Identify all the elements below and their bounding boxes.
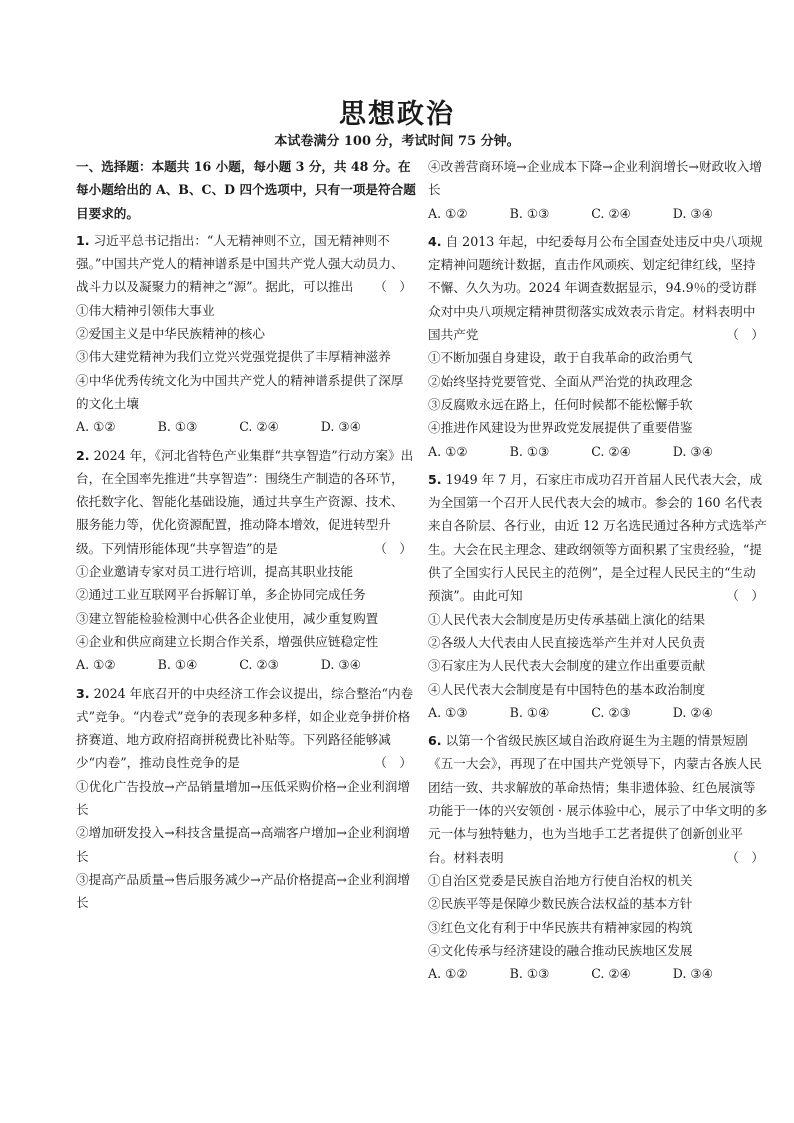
question-text: 习近平总书记指出：“人无精神则不立，国无精神则不强。”中国共产党人的精神谱系是中国共产党人强大动员力、战斗力以及凝聚力的精神之“源”。据此，可以推出: [76, 232, 404, 295]
choice-b: B. ①③: [509, 966, 550, 982]
left-column: [76, 155, 416, 920]
question-text: 1949 年 7 月，石家庄市成功召开首届人民代表大会，成为全国第一个召开人民代表大会的城市。参会的 160 名代表来自各阶层、各行业，由近 12 万名选民通过各种方式选举产生。大会在民主理念、建政纲领等方面积累了宝贵经验，“提供了全国实行人民民主的范例”，是全过程人民民主的“生动预演”。由此可知: [428, 471, 767, 604]
option-item: ④改善营商环境→企业成本下降→企业利润增长→财政收入增长: [428, 159, 762, 198]
question-number: 4.: [428, 233, 442, 249]
option-item: ②增加研发投入→科技含量提高→高端客户增加→企业利润增长: [76, 825, 410, 864]
option-item: ②民族平等是保障少数民族合法权益的基本方针: [428, 896, 693, 912]
option-item: ①伟大精神引领伟大事业: [76, 302, 215, 318]
option-item: ④中华优秀传统文化为中国共产党人的精神谱系提供了深厚的文化土壤: [76, 372, 404, 411]
option-item: ①不断加强自身建设，敢于自我革命的政治勇气: [428, 350, 693, 366]
choice-c: C. ②③: [591, 704, 631, 720]
option-item: ④文化传承与经济建设的融合推动民族地区发展: [428, 942, 693, 958]
question-stem: [76, 444, 416, 560]
choice-b: B. ①③: [509, 205, 550, 221]
question-stem: [428, 729, 768, 869]
choice-d: D. ③④: [320, 657, 362, 673]
question-stem: [428, 468, 768, 608]
answer-blank: （ ）: [726, 849, 764, 865]
exam-instructions: 本试卷满分 100 分，考试时间 75 分钟。: [274, 134, 520, 149]
choice-d: D. ③④: [672, 443, 714, 459]
question-number: 6.: [428, 733, 442, 749]
choice-b: B. ①④: [157, 657, 198, 673]
answer-choices: [428, 440, 768, 463]
option-item: ④企业和供应商建立长期合作关系，增强供应链稳定性: [76, 633, 379, 649]
question-5: [428, 468, 768, 724]
option-item: ②始终坚持党要管党、全面从严治党的执政理念: [428, 373, 693, 389]
choice-b: B. ①③: [509, 443, 550, 459]
question-6: [428, 729, 768, 985]
answer-choices: [428, 202, 768, 225]
option-item: ③石家庄为人民代表大会制度的建立作出重要贡献: [428, 658, 706, 674]
question-number: 3.: [76, 685, 90, 701]
option-item: ④推进作风建设为世界政党发展提供了重要借鉴: [428, 420, 693, 436]
choice-c: C. ②④: [591, 205, 631, 221]
answer-blank: （ ）: [726, 327, 764, 343]
question-number: 5.: [428, 471, 442, 487]
question-stem: [76, 229, 416, 299]
option-item: ①人民代表大会制度是历史传承基础上演化的结果: [428, 611, 706, 627]
question-text: 自 2013 年起，中纪委每月公布全国查处违反中央八项规定精神问题统计数据，直击作风顽疾、划定纪律红线，坚持不懈、久久为功。2024 年调查数据显示，94.9％的受访群众对中央八项规定精神贯彻落实成效表示肯定。材料表明中国共产党: [428, 233, 763, 343]
choice-c: C. ②④: [591, 443, 631, 459]
option-item: ①企业邀请专家对员工进行培训，提高其职业技能: [76, 564, 354, 580]
choice-a: A. ①②: [428, 443, 468, 459]
choice-a: A. ①②: [76, 419, 116, 435]
choice-d: D. ②④: [672, 704, 714, 720]
right-column: [428, 155, 768, 990]
answer-choices: [76, 653, 416, 676]
answer-blank: （ ）: [374, 540, 412, 556]
option-item: ②各级人大代表由人民直接选举产生并对人民负责: [428, 634, 706, 650]
choice-a: A. ①②: [428, 966, 468, 982]
option-item: ①自治区党委是民族自治地方行使自治权的机关: [428, 872, 693, 888]
choice-a: A. ①③: [428, 704, 468, 720]
answer-blank: （ ）: [374, 755, 412, 771]
answer-blank: （ ）: [374, 279, 412, 295]
answer-choices: [76, 415, 416, 438]
choice-a: A. ①②: [76, 657, 116, 673]
page-title: 思想政治: [339, 99, 455, 130]
question-2: [76, 444, 416, 677]
choice-b: B. ①④: [509, 704, 550, 720]
choice-b: B. ①③: [157, 419, 198, 435]
question-1: [76, 229, 416, 439]
question-stem: [428, 230, 768, 346]
question-text: 以第一个省级民族区域自治政府诞生为主题的情景短剧《五一大会》，再现了在中国共产党领导下，内蒙古各族人民团结一致、共求解放的革命热情；集非遗体验、红色展演等功能于一体的兴安领创 · 展示体验中心，展示了中华文明的多元一体与独特魅力，也为当地手工艺者提供了创新创业平台。材料表明: [428, 733, 768, 865]
choice-d: D. ③④: [320, 419, 362, 435]
option-item: ①优化广告投放→产品销量增加→压低采购价格→企业利润增长: [76, 778, 410, 818]
option-item: ③提高产品质量→售后服务减少→产品价格提高→企业利润增长: [76, 871, 410, 911]
question-3-continued: [428, 155, 768, 225]
option-item: ②爱国主义是中华民族精神的核心: [76, 326, 265, 342]
option-item: ③红色文化有利于中华民族共有精神家园的构筑: [428, 919, 693, 935]
choice-c: C. ②④: [239, 419, 279, 435]
question-number: 1.: [76, 232, 90, 248]
section-heading: 一、选择题：本题共 16 小题，每小题 3 分，共 48 分。在每小题给出的 A、B、C、D 四个选项中，只有一项是符合题目要求的。: [76, 159, 416, 221]
question-text: 2024 年，《河北省特色产业集群“共享智造”行动方案》出台，在全国率先推进“共享智造”：围绕生产制造的各环节，依托数字化、智能化基础设施，通过共享生产资源、技术、服务能力等，优化资源配置，推动降本增效，促进转型升级。下列情形能体现“共享智造”的是: [76, 447, 414, 556]
option-item: ③伟大建党精神为我们立党兴党强党提供了丰厚精神滋养: [76, 349, 391, 365]
question-stem: [76, 682, 416, 775]
option-item: ③建立智能检验检测中心供各企业使用，减少重复购置: [76, 610, 379, 626]
option-item: ③反腐败永远在路上，任何时候都不能松懈手软: [428, 396, 693, 412]
choice-d: D. ③④: [672, 205, 714, 221]
choice-d: D. ③④: [672, 966, 714, 982]
answer-choices: [428, 962, 768, 985]
choice-c: C. ②④: [591, 966, 631, 982]
question-4: [428, 230, 768, 463]
question-3: [76, 682, 416, 915]
answer-choices: [428, 701, 768, 724]
option-item: ②通过工业互联网平台拆解订单，多企协同完成任务: [76, 587, 366, 603]
answer-blank: （ ）: [726, 588, 764, 604]
question-text: 2024 年底召开的中央经济工作会议提出，综合整治“内卷式”竞争。“内卷式”竞争的表现多种多样，如企业竞争拼价格挤赛道、地方政府招商拼税费比补贴等。下列路径能够减少“内卷”，推动良性竞争的是: [76, 685, 414, 771]
choice-c: C. ②③: [239, 657, 279, 673]
option-item: ④人民代表大会制度是有中国特色的基本政治制度: [428, 681, 706, 697]
choice-a: A. ①②: [428, 205, 468, 221]
question-number: 2.: [76, 447, 90, 463]
